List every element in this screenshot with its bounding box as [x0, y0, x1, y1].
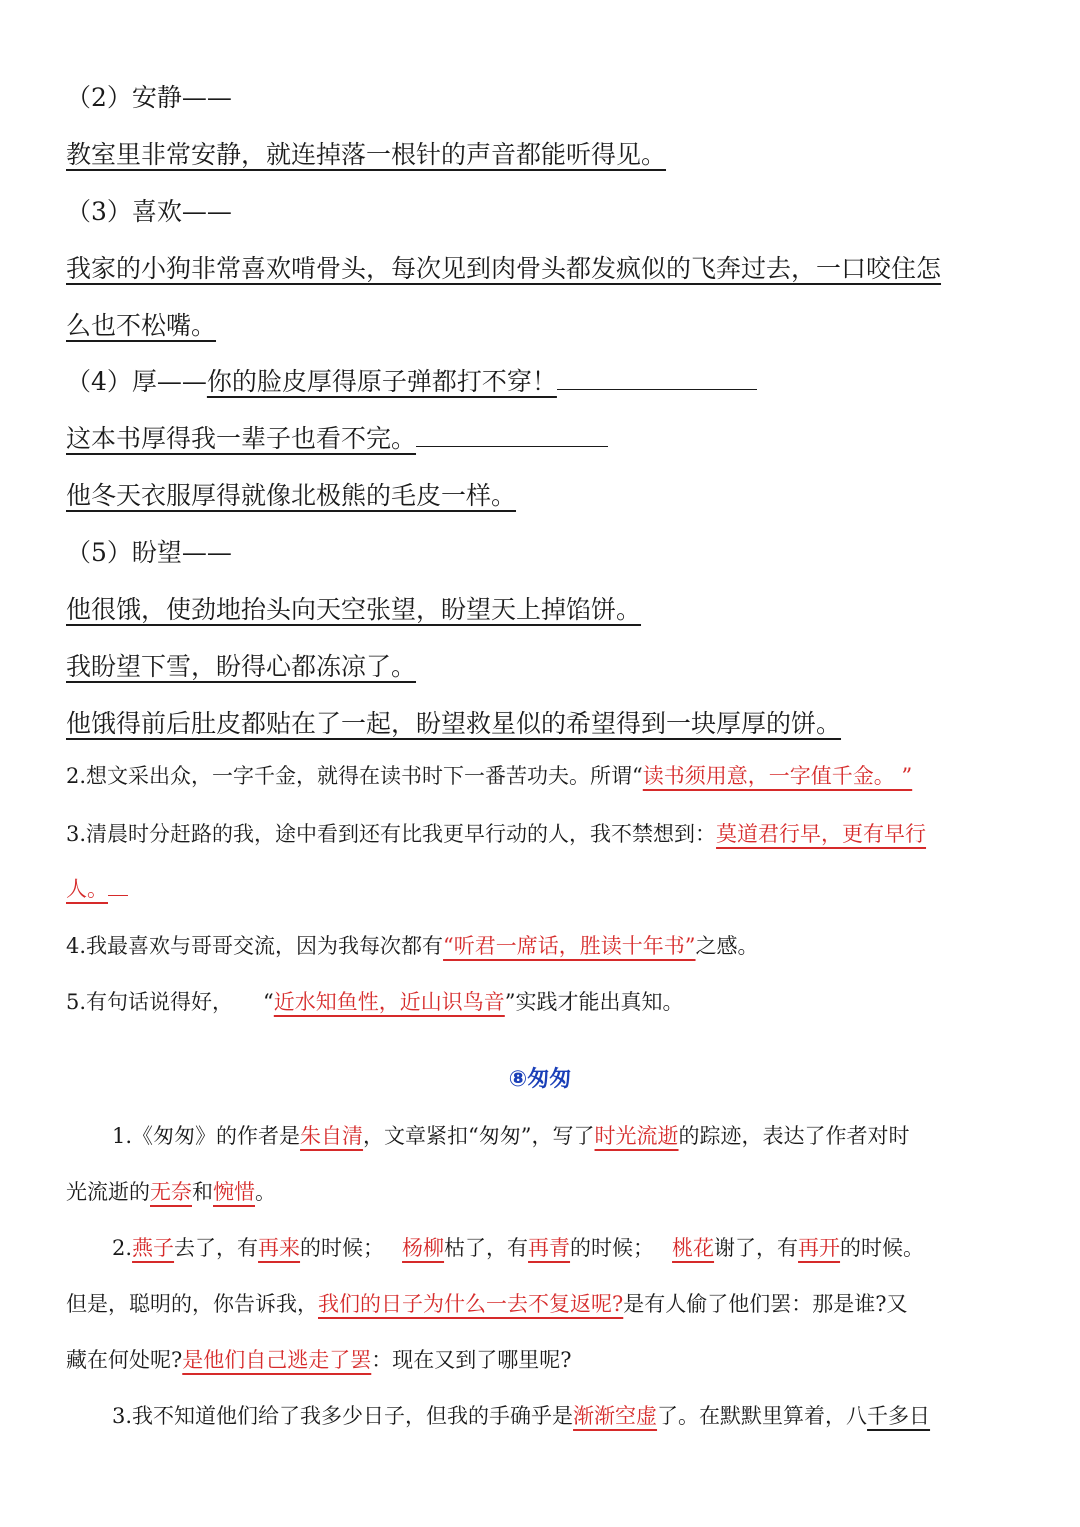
- item-5-answer-1: 他很饿，使劲地抬头向天空张望，盼望天上掉馅饼。: [66, 595, 642, 624]
- question-5-quote-open: “: [263, 990, 274, 1014]
- section-q1-line1: [112, 1120, 910, 1150]
- text: 谢了，有: [714, 1236, 799, 1260]
- question-5-answer: 近水知鱼性，近山识鸟音: [273, 990, 505, 1014]
- question-3-answer-part1: 莫道君行早，更有早行: [716, 822, 927, 846]
- text: 。: [255, 1180, 276, 1204]
- text: 是有人偷了他们罢：那是谁?又: [623, 1292, 908, 1316]
- answer-blank: [108, 894, 128, 896]
- item-5-answer-2: 我盼望下雪，盼得心都冻凉了。: [66, 652, 417, 681]
- text: 2.: [112, 1236, 133, 1260]
- answer: 是他们自己逃走了罢: [182, 1348, 372, 1372]
- question-3: [66, 818, 926, 848]
- answer: 我们的日子为什么一去不复返呢?: [318, 1292, 624, 1316]
- question-5: [66, 986, 684, 1016]
- item-3-heading: （3）喜欢——: [66, 197, 232, 226]
- section-q3-line1: [112, 1400, 930, 1430]
- text: 去了，有: [174, 1236, 259, 1260]
- item-4-answer-2-row: [66, 419, 608, 455]
- section-title: ⑧匆匆: [508, 1067, 572, 1092]
- section-q2-line3: [66, 1344, 572, 1374]
- item-3-answer-line2: 么也不松嘴。: [66, 311, 217, 340]
- item-5-heading: （5）盼望——: [66, 538, 232, 567]
- text: 的时候；: [570, 1236, 655, 1260]
- question-5-suffix: ”实践才能出真知。: [504, 990, 684, 1014]
- text: 藏在何处呢?: [66, 1348, 183, 1372]
- text: 1.《匆匆》的作者是: [112, 1124, 301, 1148]
- text: 3.我不知道他们给了我多少日子，但我的手确乎是: [112, 1404, 574, 1428]
- item-2-answer: 教室里非常安静，就连掉落一根针的声音都能听得见。: [66, 140, 667, 169]
- item-2-heading: （2）安静——: [66, 83, 232, 112]
- question-4-answer: “听君一席话，胜读十年书”: [443, 934, 696, 958]
- text: 但是，聪明的，你告诉我，: [66, 1292, 318, 1316]
- answer-blank: [416, 445, 608, 447]
- text: 和: [192, 1180, 213, 1204]
- item-4-answer-2: 这本书厚得我一辈子也看不完。: [66, 424, 417, 453]
- text: 光流逝的: [66, 1180, 150, 1204]
- text: 的时候；: [300, 1236, 385, 1260]
- answer-theme: 时光流逝: [594, 1124, 679, 1148]
- item-3-answer-line1: 我家的小狗非常喜欢啃骨头，每次见到肉骨头都发疯似的飞奔过去，一口咬住怎: [66, 254, 942, 283]
- question-3-text: 3.清晨时分赶路的我，途中看到还有比我更早行动的人，我不禁想到：: [66, 822, 717, 846]
- item-4-row: [66, 362, 757, 398]
- answer: 再青: [528, 1236, 571, 1260]
- section-q2-line1: [112, 1232, 924, 1262]
- section-q2-line2: [66, 1288, 908, 1318]
- answer: 燕子: [132, 1236, 175, 1260]
- text: 枯了，有: [444, 1236, 529, 1260]
- question-5-text: 5.有句话说得好，: [66, 990, 234, 1014]
- answer: 杨柳: [402, 1236, 445, 1260]
- text: 了。在默默里算着，八: [657, 1404, 868, 1428]
- answer-author: 朱自清: [300, 1124, 364, 1148]
- answer: 再开: [798, 1236, 841, 1260]
- question-3-answer-part2: 人。: [66, 877, 108, 901]
- text: ，文章紧扣“匆匆”，写了: [363, 1124, 595, 1148]
- question-4: [66, 930, 759, 960]
- item-4-answer-3: 他冬天衣服厚得就像北极熊的毛皮一样。: [66, 481, 517, 510]
- question-4-text: 4.我最喜欢与哥哥交流，因为我每次都有: [66, 934, 444, 958]
- question-2-answer: 读书须用意，一字值千金。 ”: [642, 764, 913, 788]
- text: ：现在又到了哪里呢?: [371, 1348, 572, 1372]
- text: 的踪迹，表达了作者对时: [678, 1124, 910, 1148]
- item-5-answer-3: 他饿得前后肚皮都贴在了一起，盼望救星似的希望得到一块厚厚的饼。: [66, 709, 842, 738]
- section-q1-line2: [66, 1176, 276, 1206]
- question-2-text: 2.想文采出众，一字千金，就得在读书时下一番苦功夫。所谓“: [66, 764, 643, 788]
- answer-feeling-2: 惋惜: [213, 1180, 255, 1204]
- answer: 再来: [258, 1236, 301, 1260]
- text: 的时候。: [840, 1236, 925, 1260]
- answer-blank: [557, 388, 757, 390]
- item-4-answer-1: 你的脸皮厚得原子弹都打不穿！: [206, 367, 557, 396]
- answer: 渐渐空虚: [573, 1404, 658, 1428]
- answer: 桃花: [672, 1236, 715, 1260]
- answer: 千多日: [867, 1404, 931, 1428]
- answer-feeling-1: 无奈: [150, 1180, 192, 1204]
- question-4-suffix: 之感。: [695, 934, 759, 958]
- question-2: [66, 760, 912, 790]
- item-4-heading: （4）厚——: [66, 367, 207, 396]
- question-3-cont: [66, 873, 128, 903]
